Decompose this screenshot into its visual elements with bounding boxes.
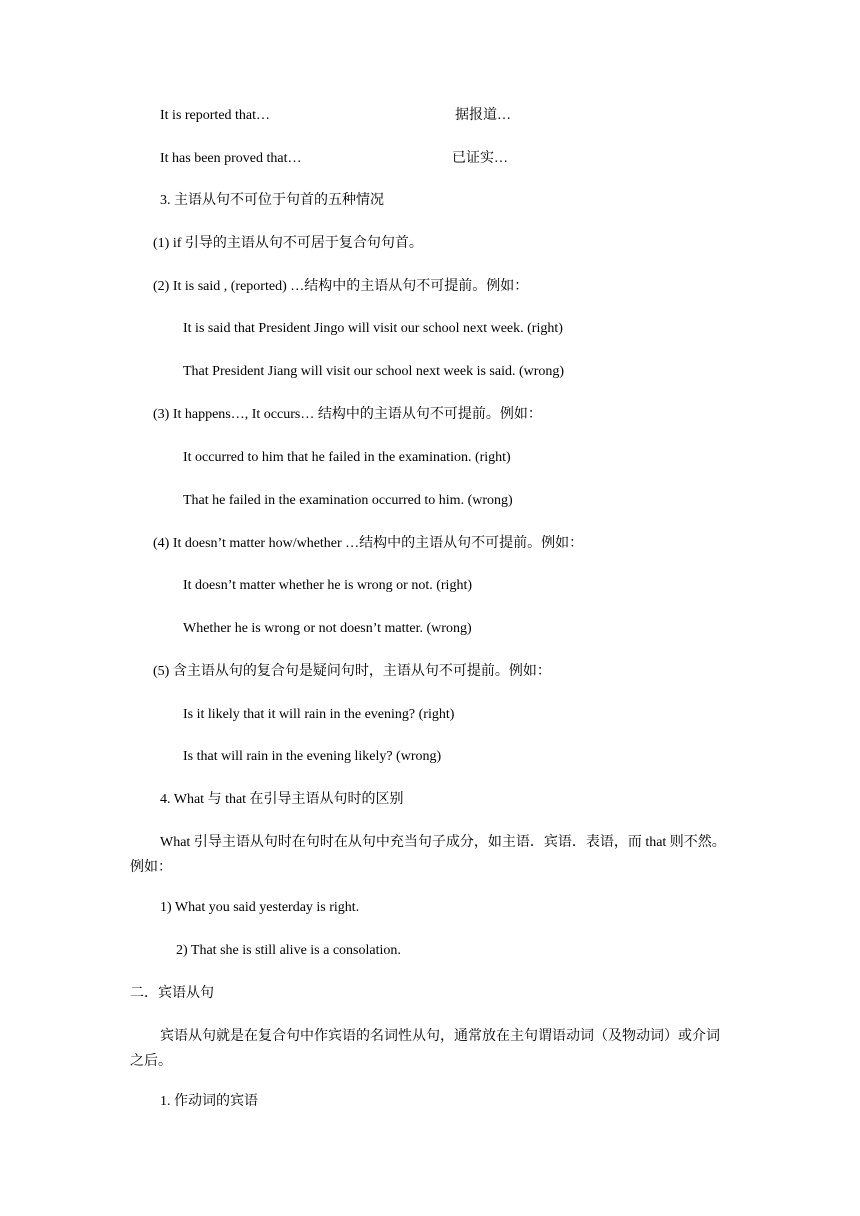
case-5-example-wrong: Is that will rain in the evening likely? (wrong): [183, 749, 442, 764]
case-4: (4) It doesn’t matter how/whether …结构中的主语从句不可提前。例如：: [153, 536, 584, 551]
phrase-zh-2: 已证实…: [452, 151, 508, 166]
part-2-subheading-1: 1. 作动词的宾语: [160, 1094, 258, 1109]
section-4-heading: 4. What 与 that 在引导主语从句时的区别: [160, 792, 404, 807]
case-4-example-wrong: Whether he is wrong or not doesn’t matter. (wrong): [183, 621, 472, 636]
phrase-en-1: It is reported that…: [160, 108, 271, 123]
part-2-heading: 二．宾语从句: [130, 986, 214, 1001]
case-5-example-right: Is it likely that it will rain in the evening? (right): [183, 707, 455, 722]
phrase-zh-1: 据报道…: [455, 108, 511, 123]
phrase-en-2: It has been proved that…: [160, 151, 302, 166]
case-1: (1) if 引导的主语从句不可居于复合句句首。: [153, 236, 423, 251]
section-4-paragraph: What 引导主语从句时在句时在从句中充当句子成分，如主语．宾语．表语，而 that 则不然。例如：: [130, 835, 726, 875]
case-2-example-wrong: That President Jiang will visit our school next week is said. (wrong): [183, 364, 565, 379]
case-2-example-right: It is said that President Jingo will visit our school next week. (right): [183, 321, 563, 336]
case-2: (2) It is said , (reported) …结构中的主语从句不可提前。例如：: [153, 279, 529, 294]
case-5: (5) 含主语从句的复合句是疑问句时，主语从句不可提前。例如：: [153, 664, 551, 679]
case-3: (3) It happens…, It occurs… 结构中的主语从句不可提前。例如：: [153, 407, 542, 422]
section-4-example-2: 2) That she is still alive is a consolation.: [176, 943, 401, 958]
case-3-example-wrong: That he failed in the examination occurred to him. (wrong): [183, 493, 513, 508]
part-2-paragraph: 宾语从句就是在复合句中作宾语的名词性从句，通常放在主句谓语动词（及物动词）或介词之后。: [130, 1029, 720, 1069]
section-4-example-1: 1) What you said yesterday is right.: [160, 900, 360, 915]
case-3-example-right: It occurred to him that he failed in the examination. (right): [183, 450, 511, 465]
case-4-example-right: It doesn’t matter whether he is wrong or not. (right): [183, 578, 473, 593]
section-3-heading: 3. 主语从句不可位于句首的五种情况: [160, 193, 384, 208]
